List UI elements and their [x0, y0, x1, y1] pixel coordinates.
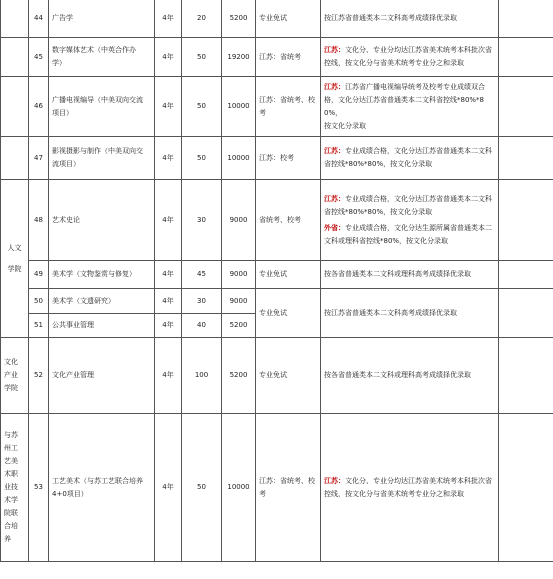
remarks-cell — [499, 338, 553, 414]
table-row — [1, 261, 553, 289]
years: 4年 — [155, 137, 182, 180]
admission-requirement: 江苏：文化分、专业分均达江苏省美术统考本科批次省 控线，按文化分与省美术统考专业分之和录取 — [321, 38, 499, 77]
admission-requirement: 江苏：文化分、专业分均达江苏省美术统考本科批次省 控线，按文化分与省美术统考专业分之和录取 — [321, 414, 499, 562]
plan-count: 45 — [182, 261, 222, 289]
exam-type: 专业免试 — [256, 261, 321, 289]
years: 4年 — [155, 289, 182, 314]
admission-requirement: 江苏：专业成绩合格，文化分达江苏省普通类本二文科 省控线*80%*80%，按文化分录取 — [321, 137, 499, 180]
row-number: 53 — [29, 414, 49, 562]
college-cell — [1, 137, 29, 180]
row-number: 46 — [29, 77, 49, 137]
row-number: 49 — [29, 261, 49, 289]
exam-type: 专业免试 — [256, 338, 321, 414]
table-row — [1, 0, 553, 38]
tuition-fee: 9000 — [222, 261, 256, 289]
table-row — [1, 289, 553, 314]
plan-count: 50 — [182, 38, 222, 77]
table-row — [1, 338, 553, 414]
college-name-arts-joint: 与苏 州工 艺美 术职 业技 术学 院联 合培 养 — [1, 414, 29, 562]
years: 4年 — [155, 414, 182, 562]
table-row — [1, 38, 553, 77]
tuition-fee: 5200 — [222, 0, 256, 38]
years: 4年 — [155, 314, 182, 338]
remarks-cell — [499, 261, 553, 289]
tuition-fee: 9000 — [222, 289, 256, 314]
remarks-cell — [499, 289, 553, 338]
tuition-fee: 19200 — [222, 38, 256, 77]
college-cell — [1, 77, 29, 137]
row-number: 50 — [29, 289, 49, 314]
tuition-fee: 5200 — [222, 314, 256, 338]
major-name: 数字媒体艺术（中英合作办 学） — [49, 38, 155, 77]
years: 4年 — [155, 0, 182, 38]
years: 4年 — [155, 180, 182, 261]
plan-count: 50 — [182, 414, 222, 562]
remarks-cell — [499, 137, 553, 180]
admission-requirement: 按江苏省普通类本二文科高考成绩择优录取 — [321, 0, 499, 38]
plan-count: 50 — [182, 77, 222, 137]
plan-count: 40 — [182, 314, 222, 338]
major-name: 广播电视编导（中美双向交流 项目） — [49, 77, 155, 137]
remarks-cell — [499, 180, 553, 261]
major-name: 公共事业管理 — [49, 314, 155, 338]
row-number: 44 — [29, 0, 49, 38]
row-number: 52 — [29, 338, 49, 414]
years: 4年 — [155, 77, 182, 137]
college-name-humanities: 人文 学院 — [1, 180, 29, 338]
admission-requirement: 按各省普通类本二文科或理科高考成绩择优录取 — [321, 261, 499, 289]
tuition-fee: 10000 — [222, 414, 256, 562]
remarks-cell — [499, 77, 553, 137]
admission-requirement: 江苏：专业成绩合格，文化分达江苏省普通类本二文科 省控线*80%*80%，按文化分录取 外省：专业成绩合格，文化分达生源所属省普通类本二 文科或理科省控线*80%，按文化分录取 — [321, 180, 499, 261]
remarks-cell — [499, 414, 553, 562]
tuition-fee: 9000 — [222, 180, 256, 261]
admission-requirement: 按各省普通类本二文科或理科高考成绩择优录取 — [321, 338, 499, 414]
exam-type: 江苏：省统考 — [256, 38, 321, 77]
college-cell — [1, 0, 29, 38]
years: 4年 — [155, 261, 182, 289]
remarks-cell — [499, 38, 553, 77]
tuition-fee: 5200 — [222, 338, 256, 414]
years: 4年 — [155, 38, 182, 77]
major-name: 文化产业管理 — [49, 338, 155, 414]
exam-type: 江苏：省统考、校 考 — [256, 414, 321, 562]
tuition-fee: 10000 — [222, 137, 256, 180]
plan-count: 30 — [182, 180, 222, 261]
college-name-culture: 文化 产业 学院 — [1, 338, 29, 414]
row-number: 47 — [29, 137, 49, 180]
remarks-cell — [499, 0, 553, 38]
college-cell — [1, 38, 29, 77]
exam-type: 专业免试 — [256, 0, 321, 38]
plan-count: 100 — [182, 338, 222, 414]
exam-type: 专业免试 — [256, 289, 321, 338]
major-name: 美术学（文物鉴赏与修复） — [49, 261, 155, 289]
table-row — [1, 77, 553, 137]
major-name: 广告学 — [49, 0, 155, 38]
admission-requirement: 按江苏省普通类本二文科高考成绩择优录取 — [321, 289, 499, 338]
plan-count: 50 — [182, 137, 222, 180]
major-name: 美术学（文遗研究） — [49, 289, 155, 314]
major-name: 艺术史论 — [49, 180, 155, 261]
admission-requirement: 江苏：江苏省广播电视编导统考及校考专业成绩双合 格，文化分达江苏省普通类本二文科省控线*80%*80%， 按文化分录取 — [321, 77, 499, 137]
major-name: 工艺美术（与苏工艺联合培养 4+0项目） — [49, 414, 155, 562]
plan-count: 20 — [182, 0, 222, 38]
exam-type: 省统考、校考 — [256, 180, 321, 261]
years: 4年 — [155, 338, 182, 414]
table-row — [1, 414, 553, 562]
table-row — [1, 137, 553, 180]
row-number: 45 — [29, 38, 49, 77]
exam-type: 江苏：校考 — [256, 137, 321, 180]
table-row — [1, 180, 553, 261]
exam-type: 江苏：省统考、校 考 — [256, 77, 321, 137]
row-number: 51 — [29, 314, 49, 338]
row-number: 48 — [29, 180, 49, 261]
major-name: 影视摄影与制作（中美双向交 流项目） — [49, 137, 155, 180]
tuition-fee: 10000 — [222, 77, 256, 137]
plan-count: 30 — [182, 289, 222, 314]
